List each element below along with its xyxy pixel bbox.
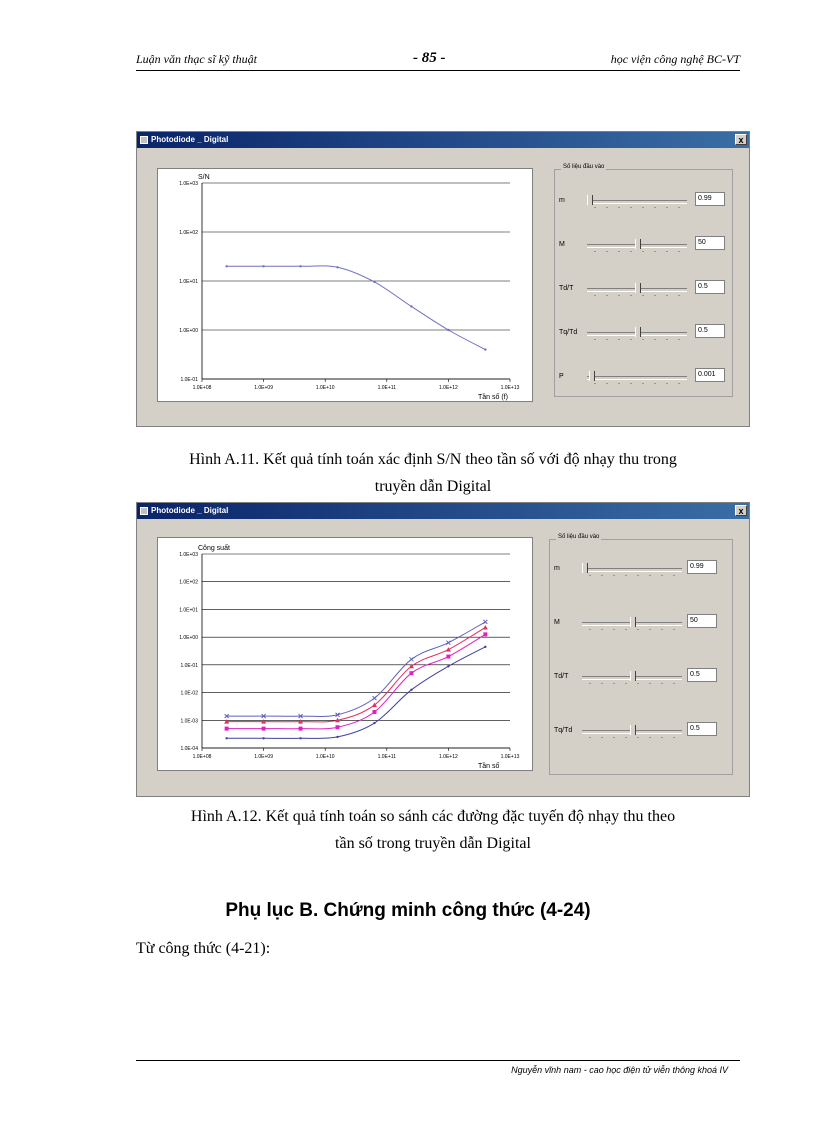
- param-label: P: [559, 373, 564, 380]
- app-icon: [140, 507, 148, 515]
- data-point: [446, 641, 450, 645]
- data-point: [225, 265, 227, 267]
- y-tick-label: 1.0E+01: [179, 279, 198, 285]
- figure2-titlebar: [137, 503, 749, 519]
- slider-thumb[interactable]: [582, 563, 588, 573]
- param-slider[interactable]: [582, 724, 682, 740]
- param-slider[interactable]: [587, 370, 687, 386]
- x-tick-label: 1.0E+12: [439, 385, 458, 391]
- x-axis-label: Tần số (f): [478, 394, 508, 401]
- x-tick-label: 1.0E+09: [254, 385, 273, 391]
- y-tick-label: 1.0E+03: [179, 181, 198, 187]
- figure1-chart-panel: [157, 168, 533, 402]
- param-slider[interactable]: [587, 194, 687, 210]
- param-row-td-t: [550, 666, 732, 690]
- y-axis-label: S/N: [198, 174, 210, 181]
- data-point: [446, 647, 451, 652]
- figure1-caption: [100, 446, 766, 500]
- power-chart: [158, 538, 532, 770]
- figure1-window: [136, 131, 750, 427]
- param-slider[interactable]: [587, 282, 687, 298]
- param-value-input[interactable]: 0.5: [695, 324, 725, 338]
- figure1-window-title: Photodiode _ Digital: [151, 135, 229, 144]
- data-point: [410, 305, 412, 307]
- series-line-curve-1: [227, 622, 486, 717]
- x-tick-label: 1.0E+13: [500, 385, 520, 391]
- slider-ticks: [589, 383, 685, 384]
- slider-ticks: [584, 737, 680, 738]
- x-axis-label: Tần số: [478, 763, 500, 770]
- caption-line: tần số trong truyền dẫn Digital: [335, 835, 531, 852]
- slider-ticks: [589, 339, 685, 340]
- param-label: Td/T: [559, 285, 574, 292]
- param-row-m: [555, 190, 732, 214]
- data-point: [483, 632, 487, 636]
- slider-track: [582, 568, 682, 572]
- slider-ticks: [589, 251, 685, 252]
- footer-text: Nguyễn vĩnh nam - cao học điện tử viễn thông khoá IV: [511, 1065, 728, 1075]
- param-value-input[interactable]: 0.5: [687, 668, 717, 682]
- y-tick-label: 1.0E+00: [179, 328, 198, 334]
- input-group-title: Số liệu đầu vào: [558, 534, 600, 540]
- param-label: M: [554, 619, 560, 626]
- slider-track: [587, 200, 687, 204]
- data-point: [409, 657, 413, 661]
- param-row-m: [555, 234, 732, 258]
- param-value-input[interactable]: 0.001: [695, 368, 725, 382]
- figure2-chart-panel: [157, 537, 533, 771]
- data-point: [409, 671, 413, 675]
- figure2-window-title: Photodiode _ Digital: [151, 506, 229, 515]
- data-point: [447, 665, 449, 667]
- caption-line: Hình A.11. Kết quả tính toán xác định S/N theo tần số với độ nhạy thu trong: [189, 451, 677, 468]
- x-tick-label: 1.0E+10: [315, 385, 335, 391]
- data-point: [299, 265, 301, 267]
- param-row-tq-td: [550, 720, 732, 744]
- x-tick-label: 1.0E+12: [439, 754, 458, 760]
- figure2-input-group: [549, 534, 733, 775]
- data-point: [299, 737, 301, 739]
- param-label: Tq/Td: [554, 727, 573, 734]
- param-label: Td/T: [554, 673, 569, 680]
- series-line-curve-2: [227, 627, 486, 721]
- sn-chart: [158, 169, 532, 401]
- data-point: [262, 737, 264, 739]
- data-point: [372, 696, 376, 700]
- data-point: [410, 689, 412, 691]
- input-group-title: Số liệu đầu vào: [563, 164, 605, 170]
- param-value-input[interactable]: 50: [687, 614, 717, 628]
- slider-thumb[interactable]: [635, 239, 641, 249]
- slider-thumb[interactable]: [630, 617, 636, 627]
- close-icon[interactable]: x: [735, 134, 747, 145]
- slider-thumb[interactable]: [587, 195, 593, 205]
- data-point: [447, 329, 449, 331]
- param-row-m: [550, 612, 732, 636]
- caption-line: Hình A.12. Kết quả tính toán so sánh các đường đặc tuyến độ nhạy thu theo: [190, 808, 676, 825]
- param-row-tq-td: [555, 322, 732, 346]
- data-point: [225, 727, 229, 731]
- x-tick-label: 1.0E+11: [377, 754, 397, 760]
- y-axis-label: Công suất: [198, 545, 230, 552]
- x-tick-label: 1.0E+08: [192, 385, 212, 391]
- slider-thumb[interactable]: [630, 725, 636, 735]
- page-header: [136, 50, 740, 71]
- param-slider[interactable]: [582, 616, 682, 632]
- y-tick-label: 1.0E+01: [179, 607, 198, 614]
- slider-ticks: [589, 295, 685, 296]
- y-tick-label: 1.0E-02: [180, 690, 198, 697]
- page-footer: [136, 1060, 740, 1075]
- header-left: Luận văn thạc sĩ kỹ thuật: [136, 52, 257, 66]
- param-row-p: [555, 366, 732, 390]
- param-value-input[interactable]: 0.99: [687, 560, 717, 574]
- param-slider[interactable]: [587, 326, 687, 342]
- param-label: m: [554, 565, 560, 572]
- slider-ticks: [584, 683, 680, 684]
- data-point: [262, 265, 264, 267]
- figure2-window: [136, 502, 750, 797]
- param-value-input[interactable]: 0.5: [695, 280, 725, 294]
- y-tick-label: 1.0E-03: [180, 718, 198, 725]
- slider-ticks: [584, 629, 680, 630]
- caption-line: truyền dẫn Digital: [374, 478, 492, 495]
- data-point: [225, 737, 227, 739]
- data-point: [483, 620, 487, 624]
- y-tick-label: 1.0E-01: [180, 662, 198, 669]
- data-point: [484, 646, 486, 648]
- data-point: [336, 736, 338, 738]
- close-icon[interactable]: x: [735, 505, 747, 516]
- data-point: [483, 625, 488, 630]
- data-point: [372, 710, 376, 714]
- x-tick-label: 1.0E+13: [500, 754, 520, 760]
- param-row-td-t: [555, 278, 732, 302]
- data-point: [373, 722, 375, 724]
- data-point: [446, 655, 450, 659]
- slider-ticks: [589, 207, 685, 208]
- y-tick-label: 1.0E+00: [179, 635, 198, 642]
- param-row-m: [550, 558, 732, 582]
- slider-ticks: [584, 575, 680, 576]
- param-value-input[interactable]: 50: [695, 236, 725, 250]
- param-slider[interactable]: [582, 670, 682, 686]
- app-icon: [140, 136, 148, 144]
- slider-thumb[interactable]: [635, 327, 641, 337]
- param-slider[interactable]: [587, 238, 687, 254]
- appendix-heading: Phụ lục B. Chứng minh công thức (4-24): [225, 900, 591, 921]
- param-label: Tq/Td: [559, 329, 578, 336]
- y-tick-label: 1.0E-04: [180, 746, 198, 752]
- slider-thumb[interactable]: [630, 671, 636, 681]
- slider-track: [587, 376, 687, 380]
- param-label: M: [559, 241, 565, 248]
- param-slider[interactable]: [582, 562, 682, 578]
- data-point: [299, 727, 303, 731]
- param-label: m: [559, 197, 565, 204]
- y-tick-label: 1.0E+02: [179, 579, 198, 586]
- y-tick-label: 1.0E-01: [180, 377, 198, 383]
- header-right: học viện công nghệ BC-VT: [610, 52, 740, 66]
- y-tick-label: 1.0E+02: [179, 230, 198, 236]
- x-tick-label: 1.0E+11: [377, 385, 397, 391]
- data-point: [262, 727, 266, 731]
- page-number: - 85 -: [413, 50, 446, 66]
- figure1-input-group: [554, 164, 733, 397]
- param-value-input[interactable]: 0.99: [695, 192, 725, 206]
- data-point: [373, 281, 375, 283]
- x-tick-label: 1.0E+10: [315, 754, 335, 760]
- slider-thumb[interactable]: [589, 371, 595, 381]
- figure1-titlebar: [137, 132, 749, 148]
- series-line-S/N: [227, 266, 486, 350]
- figure2-caption: [100, 803, 766, 857]
- y-tick-label: 1.0E+03: [179, 552, 198, 558]
- x-tick-label: 1.0E+09: [254, 754, 273, 760]
- body-paragraph: Từ công thức (4-21):: [136, 940, 271, 957]
- data-point: [336, 725, 340, 729]
- slider-thumb[interactable]: [635, 283, 641, 293]
- x-tick-label: 1.0E+08: [192, 754, 212, 760]
- param-value-input[interactable]: 0.5: [687, 722, 717, 736]
- data-point: [336, 266, 338, 268]
- data-point: [484, 348, 486, 350]
